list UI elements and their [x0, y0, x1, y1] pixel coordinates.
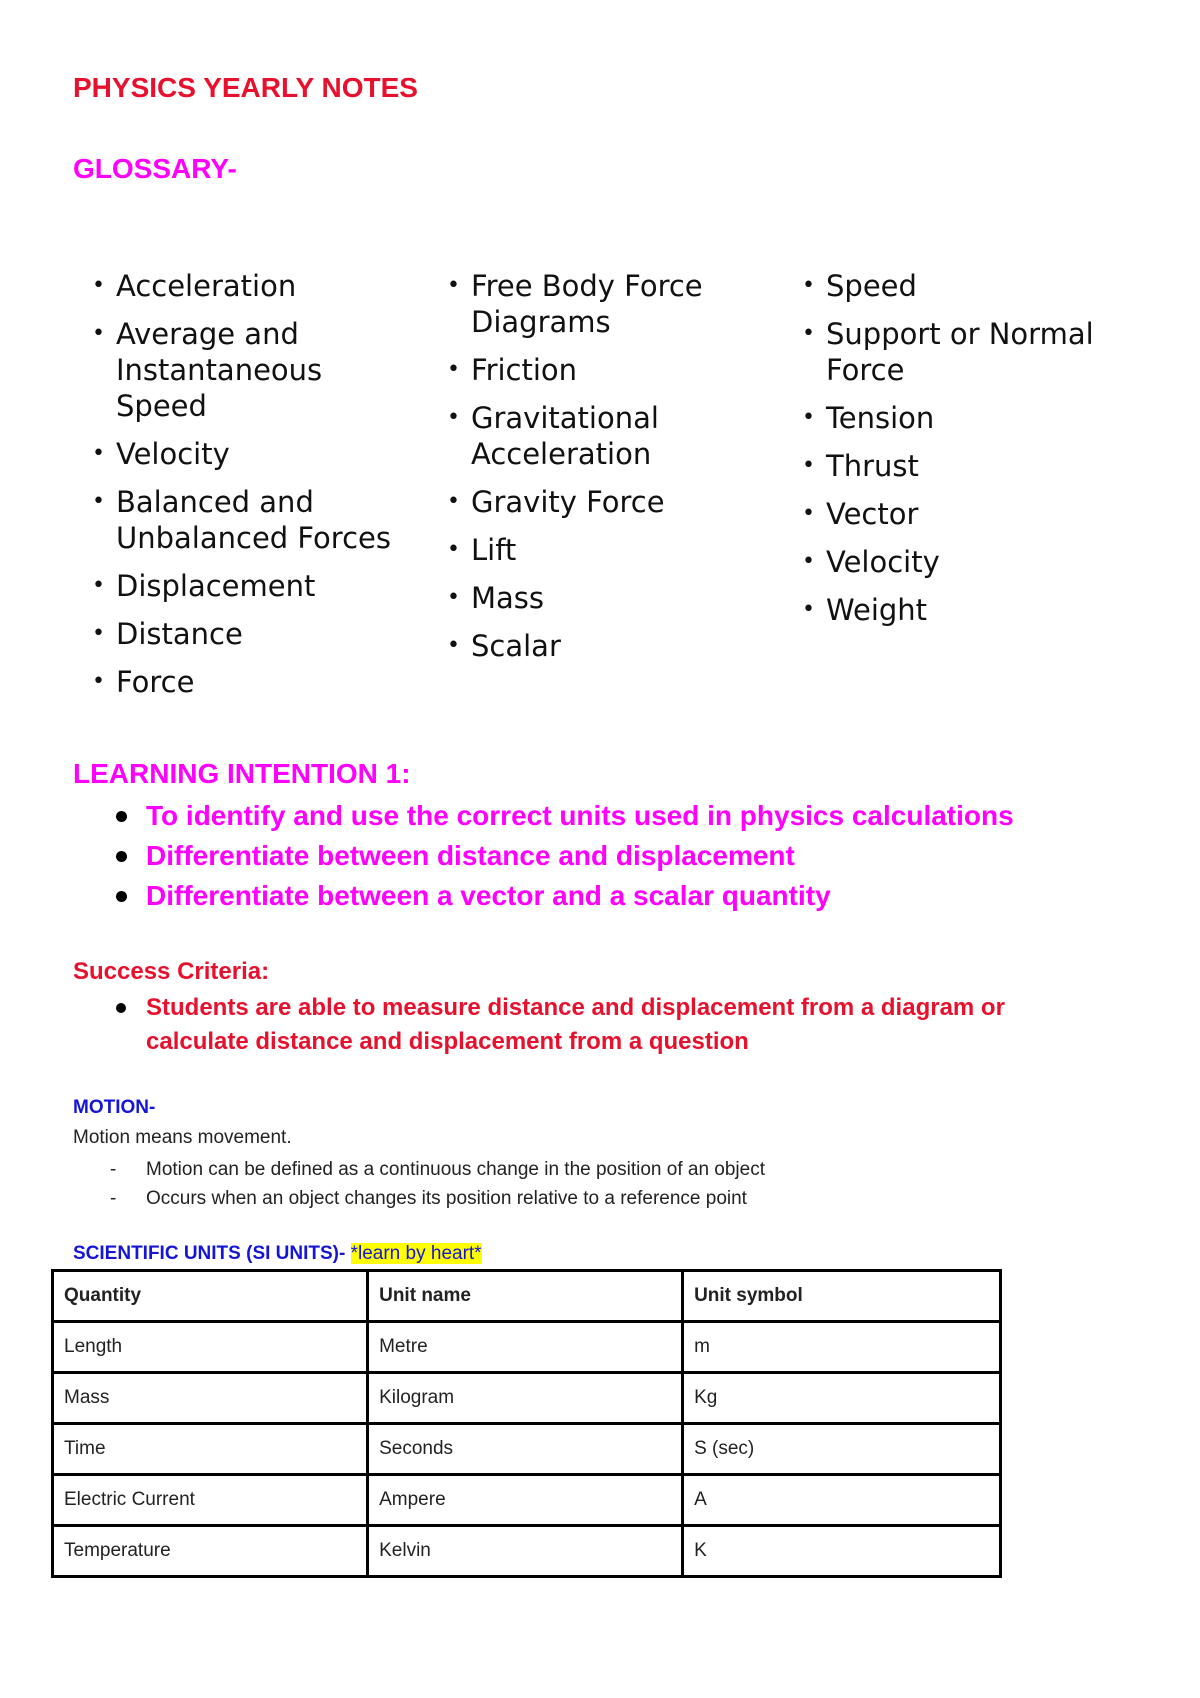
- header-unit-symbol: Unit symbol: [683, 1271, 1001, 1322]
- table-row: [53, 1424, 1001, 1475]
- table-header-row: [53, 1271, 1001, 1322]
- learning-intention-list: [110, 796, 1014, 916]
- learn-by-heart-note: *learn by heart*: [350, 1243, 482, 1264]
- cell-unit-name: Metre: [368, 1322, 683, 1373]
- glossary-term: • Support or Normal Force: [802, 316, 1132, 388]
- glossary-heading: GLOSSARY-: [73, 153, 237, 184]
- glossary-term: • Vector: [802, 496, 1132, 532]
- glossary-term: • Gravity Force: [447, 484, 777, 520]
- learning-intention-item: Differentiate between distance and displacement: [110, 836, 1014, 876]
- si-units-table: [51, 1269, 1002, 1578]
- cell-unit-name: Kilogram: [368, 1373, 683, 1424]
- table-row: [53, 1373, 1001, 1424]
- table-row: [53, 1322, 1001, 1373]
- motion-definition: Motion means movement.: [73, 1127, 292, 1148]
- cell-unit-symbol: S (sec): [683, 1424, 1001, 1475]
- glossary-term: • Mass: [447, 580, 777, 616]
- cell-unit-symbol: K: [683, 1526, 1001, 1577]
- cell-quantity: Electric Current: [53, 1475, 368, 1526]
- cell-unit-symbol: Kg: [683, 1373, 1001, 1424]
- glossary-column-3: [802, 268, 1132, 640]
- glossary-term: • Scalar: [447, 628, 777, 664]
- glossary-term: • Balanced and Unbalanced Forces: [92, 484, 422, 556]
- success-criteria-item: Students are able to measure distance and displacement from a diagram or calculate distance and displacement from a question: [110, 991, 1110, 1059]
- glossary-term: • Displacement: [92, 568, 422, 604]
- cell-unit-symbol: A: [683, 1475, 1001, 1526]
- motion-item: - Motion can be defined as a continuous change in the position of an object: [110, 1155, 765, 1184]
- cell-unit-name: Ampere: [368, 1475, 683, 1526]
- cell-quantity: Length: [53, 1322, 368, 1373]
- learning-intention-item: To identify and use the correct units used in physics calculations: [110, 796, 1014, 836]
- glossary-term: • Average and Instantaneous Speed: [92, 316, 422, 424]
- success-criteria-heading: Success Criteria:: [73, 958, 270, 985]
- table-row: [53, 1526, 1001, 1577]
- glossary-term: • Speed: [802, 268, 1132, 304]
- learning-intention-item: Differentiate between a vector and a scalar quantity: [110, 876, 1014, 916]
- si-units-heading: [73, 1243, 482, 1265]
- glossary-column-2: [447, 268, 777, 676]
- cell-quantity: Temperature: [53, 1526, 368, 1577]
- motion-item: - Occurs when an object changes its position relative to a reference point: [110, 1184, 765, 1213]
- glossary-term: • Force: [92, 664, 422, 700]
- glossary-term: • Lift: [447, 532, 777, 568]
- glossary-term: • Friction: [447, 352, 777, 388]
- glossary-term: • Distance: [92, 616, 422, 652]
- cell-quantity: Mass: [53, 1373, 368, 1424]
- motion-list: [110, 1155, 765, 1213]
- learning-intention-heading: LEARNING INTENTION 1:: [73, 758, 411, 789]
- glossary-term: • Gravitational Acceleration: [447, 400, 777, 472]
- motion-heading: MOTION-: [73, 1097, 156, 1118]
- glossary-term: • Thrust: [802, 448, 1132, 484]
- glossary-term: • Velocity: [802, 544, 1132, 580]
- glossary-term: • Free Body Force Diagrams: [447, 268, 777, 340]
- glossary-column-1: [92, 268, 422, 712]
- cell-unit-symbol: m: [683, 1322, 1001, 1373]
- header-unit-name: Unit name: [368, 1271, 683, 1322]
- cell-quantity: Time: [53, 1424, 368, 1475]
- glossary-term: • Weight: [802, 592, 1132, 628]
- si-units-title: SCIENTIFIC UNITS (SI UNITS)-: [73, 1243, 346, 1264]
- glossary-term: • Tension: [802, 400, 1132, 436]
- page-title: PHYSICS YEARLY NOTES: [73, 72, 418, 103]
- glossary-term: • Velocity: [92, 436, 422, 472]
- cell-unit-name: Seconds: [368, 1424, 683, 1475]
- table-row: [53, 1475, 1001, 1526]
- header-quantity: Quantity: [53, 1271, 368, 1322]
- success-criteria-list: [110, 991, 1110, 1059]
- cell-unit-name: Kelvin: [368, 1526, 683, 1577]
- glossary-term: • Acceleration: [92, 268, 422, 304]
